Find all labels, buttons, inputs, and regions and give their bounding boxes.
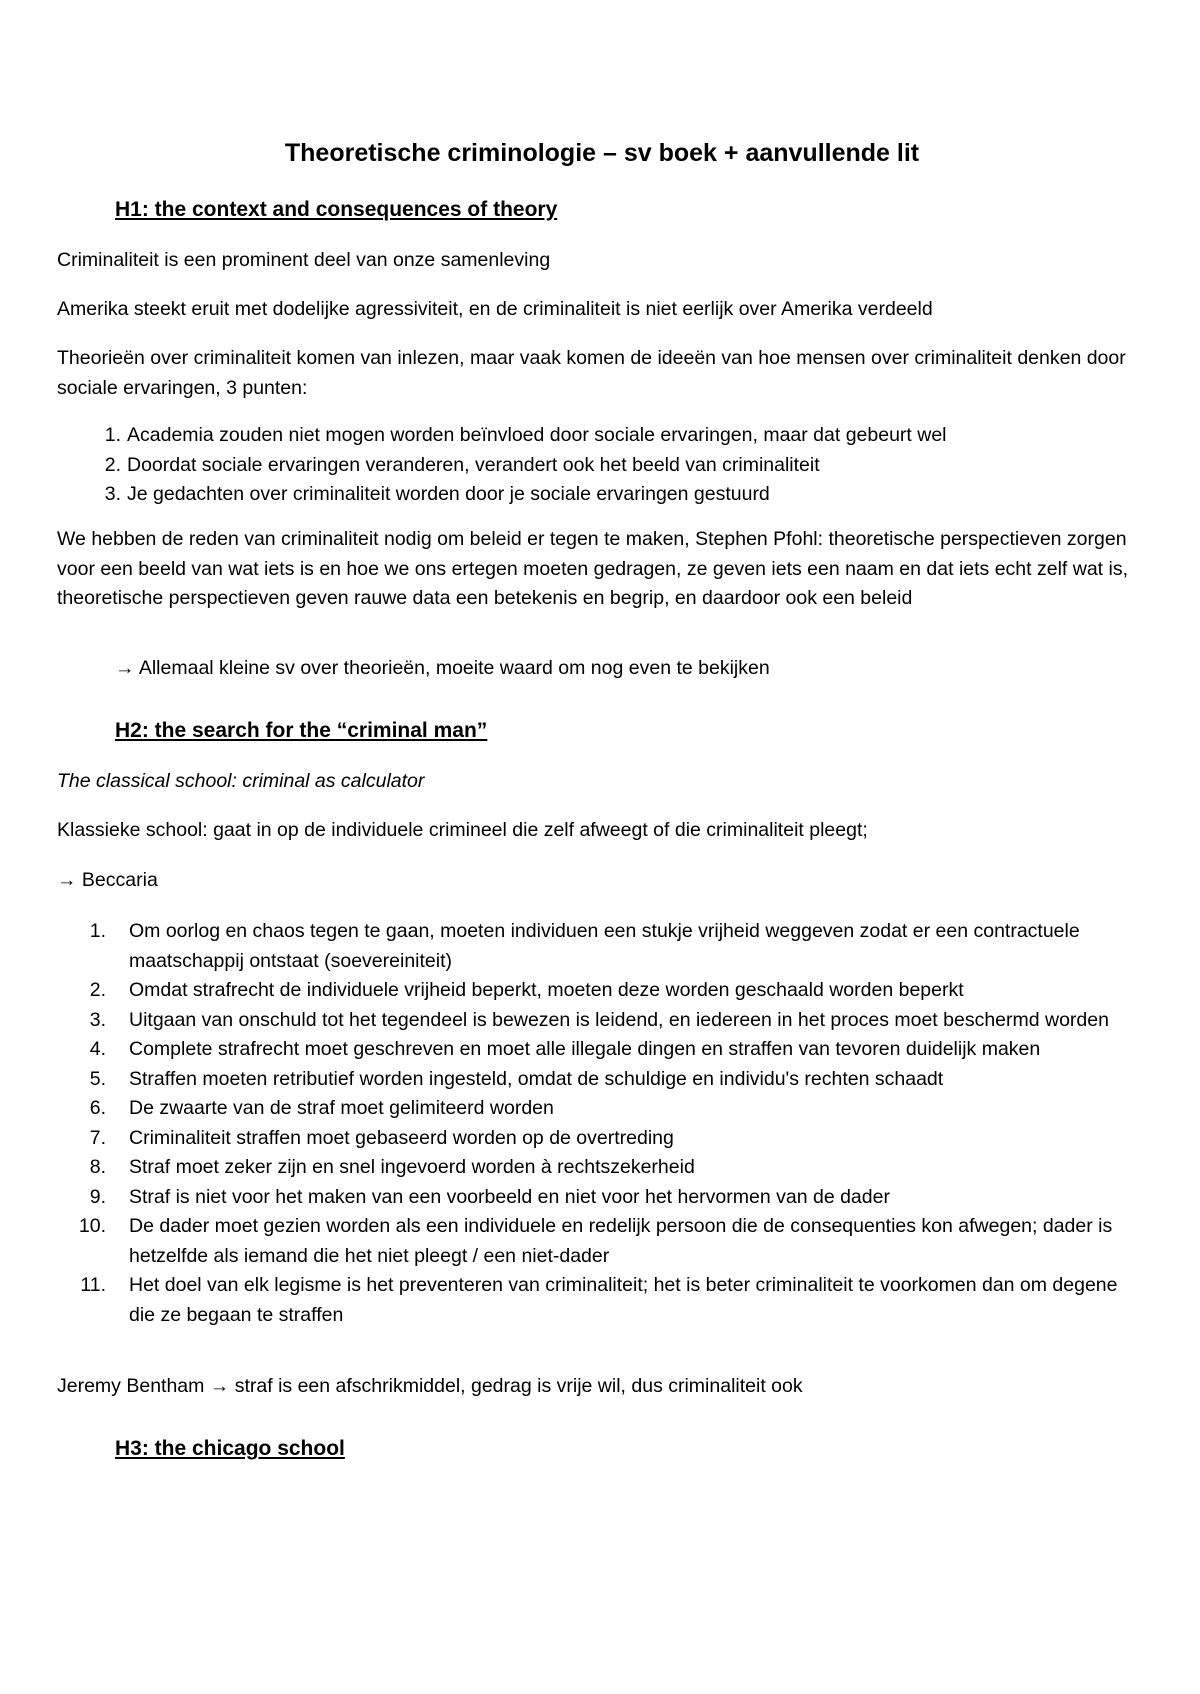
paragraph: Klassieke school: gaat in op de individuele crimineel die zelf afweegt of die criminaliteit pleegt;	[57, 819, 868, 841]
heading-h1: H1: the context and consequences of theory	[115, 198, 558, 221]
paragraph-beccaria: → Beccaria	[57, 869, 158, 891]
list-item: 3. Uitgaan van onschuld tot het tegendeel is bewezen is leidend, en iedereen in het proces moet beschermd worden	[89, 1008, 1109, 1031]
list-item: 11. Het doel van elk legisme is het preventeren van criminaliteit; het is beter criminaliteit te voorkomen dan om degene die ze begaan te straffen	[80, 1274, 1118, 1326]
list-item: 9. Straf is niet voor het maken van een voorbeeld en niet voor het hervormen van de dader	[89, 1185, 890, 1208]
paragraph: Criminaliteit is een prominent deel van onze samenleving	[57, 249, 551, 271]
subtitle-classical-school: The classical school: criminal as calculator	[57, 770, 425, 792]
numbered-list-beccaria	[57, 917, 1147, 1330]
list-item: 7. Criminaliteit straffen moet gebaseerd worden op de overtreding	[89, 1126, 674, 1149]
heading-h3: H3: the chicago school	[115, 1437, 345, 1460]
list-item: 2. Doordat sociale ervaringen veranderen, verandert ook het beeld van criminaliteit	[104, 453, 820, 476]
list-item: 3. Je gedachten over criminaliteit worden door je sociale ervaringen gestuurd	[104, 483, 770, 505]
list-item: 8. Straf moet zeker zijn en snel ingevoerd worden à rechtszekerheid	[89, 1156, 695, 1178]
list-item: 2. Omdat strafrecht de individuele vrijheid beperkt, moeten deze worden geschaald worden beperkt	[89, 979, 964, 1001]
list-item: 10. De dader moet gezien worden als een individuele en redelijk persoon die de consequenties kon afwegen; dader is hetzelfde als iemand die het niet pleegt / een niet-dader	[78, 1215, 1113, 1267]
paragraph-note: → Allemaal kleine sv over theorieën, moeite waard om nog even te bekijken	[115, 657, 770, 679]
list-item: 6. De zwaarte van de straf moet gelimiteerd worden	[89, 1097, 554, 1119]
list-item: 5. Straffen moeten retributief worden ingesteld, omdat de schuldige en individu's rechten schaadt	[89, 1067, 944, 1090]
paragraph: We hebben de reden van criminaliteit nodig om beleid er tegen te maken, Stephen Pfohl: theoretische perspectieven zorgen voor een beeld van wat iets is en hoe we ons ertegen moeten gedragen, ze geven iets een naam en dat iets echt zelf wat is, theoretische perspectieven geven rauwe data een betekenis en begrip, en daardoor ook een beleid	[57, 528, 1129, 609]
list-item: 1. Academia zouden niet mogen worden beïnvloed door sociale ervaringen, maar dat gebeurt wel	[104, 424, 947, 446]
document-title: Theoretische criminologie – sv boek + aanvullende lit	[284, 139, 920, 167]
list-item: 4. Complete strafrecht moet geschreven en moet alle illegale dingen en straffen van tevoren duidelijk maken	[89, 1038, 1041, 1060]
heading-h2: H2: the search for the “criminal man”	[115, 719, 488, 742]
paragraph-bentham: Jeremy Bentham → straf is een afschrikmiddel, gedrag is vrije wil, dus criminaliteit ook	[57, 1375, 803, 1397]
paragraph: Amerika steekt eruit met dodelijke agressiviteit, en de criminaliteit is niet eerlijk over Amerika verdeeld	[57, 298, 933, 320]
numbered-list-social-experiences	[57, 421, 1147, 510]
list-item: 1. Om oorlog en chaos tegen te gaan, moeten individuen een stukje vrijheid weggeven zodat er een contractuele maatschappij ontstaat (soevereiniteit)	[89, 920, 1080, 972]
paragraph: Theorieën over criminaliteit komen van inlezen, maar vaak komen de ideeën van hoe mensen over criminaliteit denken door sociale ervaringen, 3 punten:	[57, 347, 1126, 399]
